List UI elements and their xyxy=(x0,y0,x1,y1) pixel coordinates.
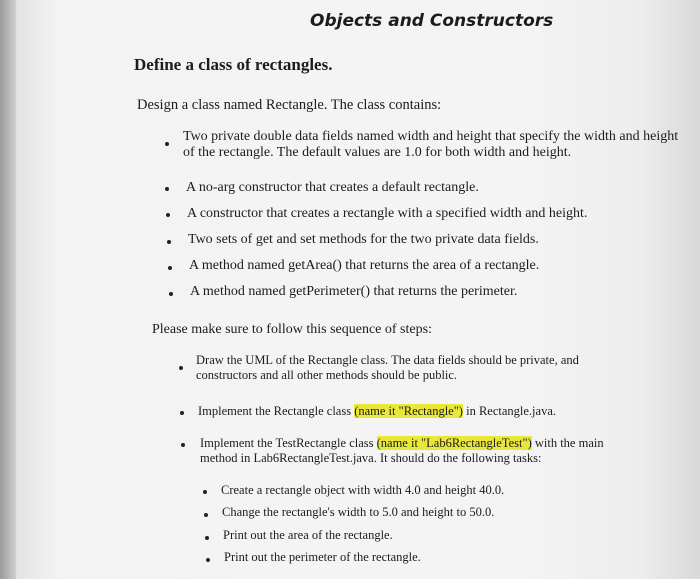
highlighted-text: (name it "Lab6RectangleTest") xyxy=(376,436,532,450)
bullet-icon xyxy=(179,366,183,370)
list-item: A constructor that creates a rectangle with a specified width and height. xyxy=(187,206,588,221)
bullet-icon xyxy=(205,536,209,540)
page-title: Objects and Constructors xyxy=(310,11,554,31)
list-item: Print out the area of the rectangle. xyxy=(223,528,393,542)
list-item-line: Two private double data fields named width and height that specify the width and height xyxy=(183,129,679,144)
list-item-line: method in Lab6RectangleTest.java. It should do the following tasks: xyxy=(200,451,542,465)
bullet-icon xyxy=(181,443,185,447)
list-item xyxy=(196,353,579,383)
page-shadow-edge xyxy=(0,0,16,579)
bullet-icon xyxy=(169,292,173,296)
list-item-line: constructors and all other methods should be public. xyxy=(196,368,458,382)
list-item-text: Implement the TestRectangle class xyxy=(200,436,377,450)
list-item xyxy=(200,436,604,466)
list-item: A method named getArea() that returns the area of a rectangle. xyxy=(189,258,540,273)
list-item: Create a rectangle object with width 4.0 and height 40.0. xyxy=(221,483,505,497)
steps-intro-text: Please make sure to follow this sequence of steps: xyxy=(152,322,432,337)
list-item: A method named getPerimeter() that returns the perimeter. xyxy=(190,284,518,299)
list-item-text: in Rectangle.java. xyxy=(462,404,557,418)
bullet-icon xyxy=(168,266,172,270)
intro-text: Design a class named Rectangle. The class contains: xyxy=(137,97,442,113)
list-item-line: Draw the UML of the Rectangle class. The data fields should be private, and xyxy=(196,353,579,367)
bullet-icon xyxy=(203,490,207,494)
list-item xyxy=(198,404,556,419)
list-item: Change the rectangle's width to 5.0 and height to 50.0. xyxy=(222,505,495,519)
bullet-icon xyxy=(166,213,170,217)
bullet-icon xyxy=(206,558,210,562)
list-item-line: of the rectangle. The default values are 1.0 for both width and height. xyxy=(183,145,572,160)
bullet-icon xyxy=(180,411,184,415)
section-heading: Define a class of rectangles. xyxy=(134,55,333,74)
bullet-icon xyxy=(204,513,208,517)
list-item-text: with the main xyxy=(531,436,604,450)
bullet-icon xyxy=(165,142,169,146)
list-item: Two sets of get and set methods for the two private data fields. xyxy=(188,232,539,247)
list-item: Print out the perimeter of the rectangle. xyxy=(224,550,421,564)
highlighted-text: (name it "Rectangle") xyxy=(354,404,463,418)
list-item: A no-arg constructor that creates a default rectangle. xyxy=(186,180,479,195)
bullet-icon xyxy=(165,187,169,191)
list-item-text: Implement the Rectangle class xyxy=(198,404,355,418)
list-item xyxy=(183,129,678,161)
bullet-icon xyxy=(167,240,171,244)
